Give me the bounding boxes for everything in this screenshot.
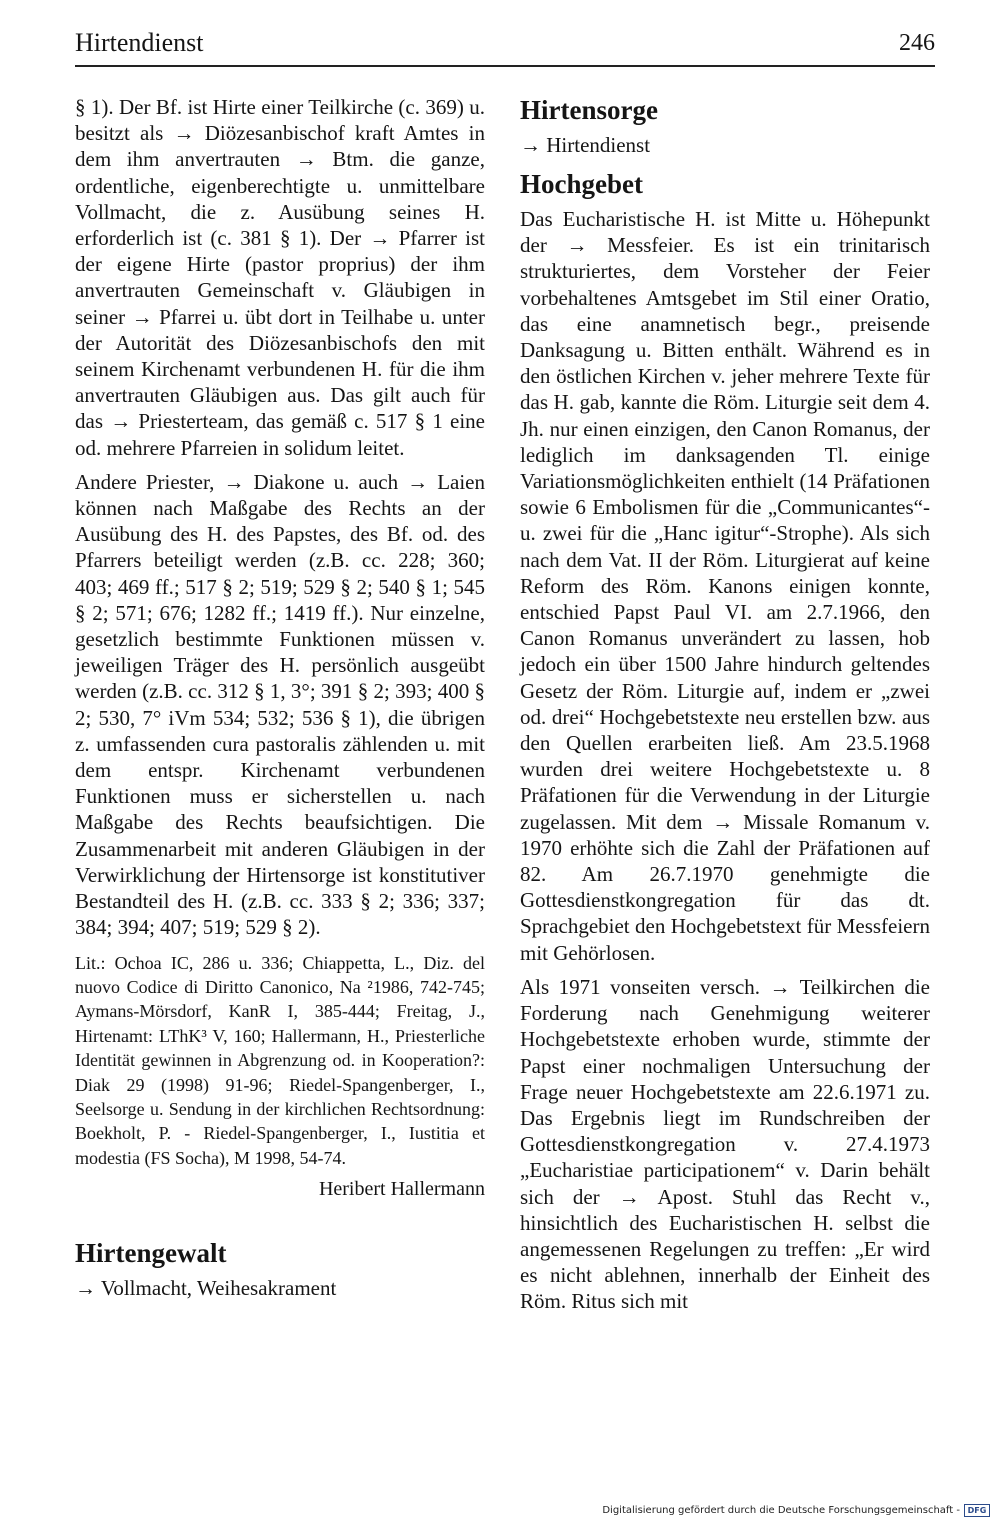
entry-heading-hirtensorge: Hirtensorge: [520, 95, 658, 125]
left-column: [75, 94, 485, 1301]
right-column: [520, 94, 930, 1315]
body-paragraph: Andere Priester, → Diakone u. auch → Laien können nach Maßgabe des Rechts an der Ausübung des H. des Papstes, des Bf. od. des Pfarrers beteiligt werden (z.B. cc. 228; 360; 403; 469 ff.; 517 § 2; 519; 529 § 2; 540 § 1; 545 § 2; 571; 676; 1282 ff.; 1419 ff.). Nur einzelne, gesetzlich bestimmte Funktionen müssen v. jeweiligen Träger des H. persönlich ausgeübt werden (z.B. cc. 312 § 1, 3°; 391 § 2; 393; 400 § 2; 530, 7° iVm 534; 532; 536 § 1), die übrigen z. umfassenden cura pastoralis zählenden u. mit dem entspr. Kirchenamt verbundenen Funktionen muss er sicherstellen u. nach Maßgabe des Rechts beaufsichtigen. Die Zusammenarbeit mit anderen Gläubigen in der Verwirklichung der Hirtensorge ist konstitutiver Bestandteil des H. (z.B. cc. 333 § 2; 336; 337; 384; 394; 407; 519; 529 § 2).: [75, 469, 485, 940]
body-paragraph: Das Eucharistische H. ist Mitte u. Höhepunkt der → Messfeier. Es ist ein trinitarisch strukturiertes, dem Vorsteher der Feier vorbehaltenes Amtsgebet im Stil einer Oratio, das eine anamnetisch begr., preisende Danksagung u. Bitten enthält. Während es in den östlichen Kirchen v. jeher mehrere Texte für das H. gab, kannte die Röm. Liturgie seit dem 4. Jh. nur einen einzigen, den Canon Romanus, der lediglich im danksagenden Tl. einige Variationsmöglichkeiten enthielt (14 Präfationen sowie 6 Embolismen für die „Communicantes“- u. zwei für die „Hanc igitur“-Strophe). Als sich nach dem Vat. II der Röm. Liturgierat auf keine Reform des Röm. Kanons einigen konnte, entschied Papst Paul VI. am 2.7.1966, den Canon Romanus unverändert zu lassen, hob jedoch ein über 1500 Jahre hindurch geltendes Gesetz der Röm. Liturgie auf, indem er „zwei od. drei“ Hochgebetstexte neu erstellen bzw. aus den Quellen erarbeiten ließ. Am 23.5.1968 wurden drei weitere Hochgebetstexte u. 8 Präfationen für die Verwendung in der Liturgie zugelassen. Mit dem → Missale Romanum v. 1970 erhöhte sich die Zahl der Präfationen auf 82. Am 26.7.1970 genehmigte die Gottesdienstkongregation für das dt. Sprachgebiet den Hochgebetstext für Messfeiern mit Gehörlosen.: [520, 207, 930, 965]
body-paragraph: Als 1971 vonseiten versch. → Teilkirchen die Forderung nach Genehmigung weiterer Hochgebetstexte erhoben wurde, stimmte der Papst einer nochmaligen Untersuchung der Frage neuer Hochgebetstexte am 22.6.1971 zu. Das Ergebnis liegt im Rundschreiben der Gottesdienstkongregation v. 27.4.1973 „Eucharistiae participationem“ v. Darin behält sich der → Apost. Stuhl das Recht v., hinsichtlich des Eucharistischen H. selbst die angemessenen Regelungen zu treffen: „Er wird es nicht ablehnen, innerhalb der Einheit des Röm. Ritus sich mit: [520, 974, 930, 1314]
author-signature: Heribert Hallermann: [318, 1178, 485, 1201]
header-rule: [75, 65, 935, 67]
entry-heading-hirtengewalt: Hirtengewalt: [75, 1238, 227, 1269]
page-number: 246: [899, 30, 935, 56]
digitization-footer: [602, 1504, 990, 1517]
body-paragraph: § 1). Der Bf. ist Hirte einer Teilkirche (c. 369) u. besitzt als → Diözesanbischof kraft Amtes in dem ihm anvertrauten → Btm. die ganze, ordentliche, eigenberechtigte u. unmittelbare Vollmacht, die z. Ausübung seines H. erforderlich ist (c. 381 § 1). Der → Pfarrer ist der eigene Hirte (pastor proprius) der ihm anvertrauten Gemeinschaft v. Gläubigen in seiner → Pfarrei u. übt dort in Teilhabe u. unter der Autorität des Diözesanbischofs den mit seinem Kirchenamt verbundenen H. für die ihm anvertrauten Gläubigen aus. Das gilt auch für das → Priesterteam, das gemäß c. 517 § 1 eine od. mehrere Pfarreien in solidum leitet.: [75, 95, 485, 460]
cross-reference: → Hirtendienst: [520, 133, 651, 157]
running-head: [75, 28, 935, 64]
cross-reference: → Vollmacht, Weihesakrament: [75, 1276, 337, 1301]
running-head-title: Hirtendienst: [75, 28, 204, 57]
entry-heading-hochgebet: Hochgebet: [520, 169, 643, 199]
literature-list: Lit.: Ochoa IC, 286 u. 336; Chiappetta, L., Diz. del nuovo Codice di Diritto Canonico, Na ²1986, 742-745; Aymans-Mörsdorf, KanR I, 385-444; Freitag, J., Hirtenamt: LThK³ V, 160; Hallermann, H., Priesterliche Identität gewinnen in Abgrenzung od. in Kooperation?: Diak 29 (1998) 91-96; Riedel-Spangenberger, I., Seelsorge u. Sendung in der kirchlichen Rechtsordnung: Boekholt, P. - Riedel-Spangenberger, I., Iustitia et modestia (FS Socha), M 1998, 54-74.: [75, 952, 485, 1168]
dfg-logo: DFG: [964, 1504, 990, 1517]
footer-text: Digitalisierung gefördert durch die Deutsche Forschungsgemeinschaft -: [602, 1505, 960, 1516]
